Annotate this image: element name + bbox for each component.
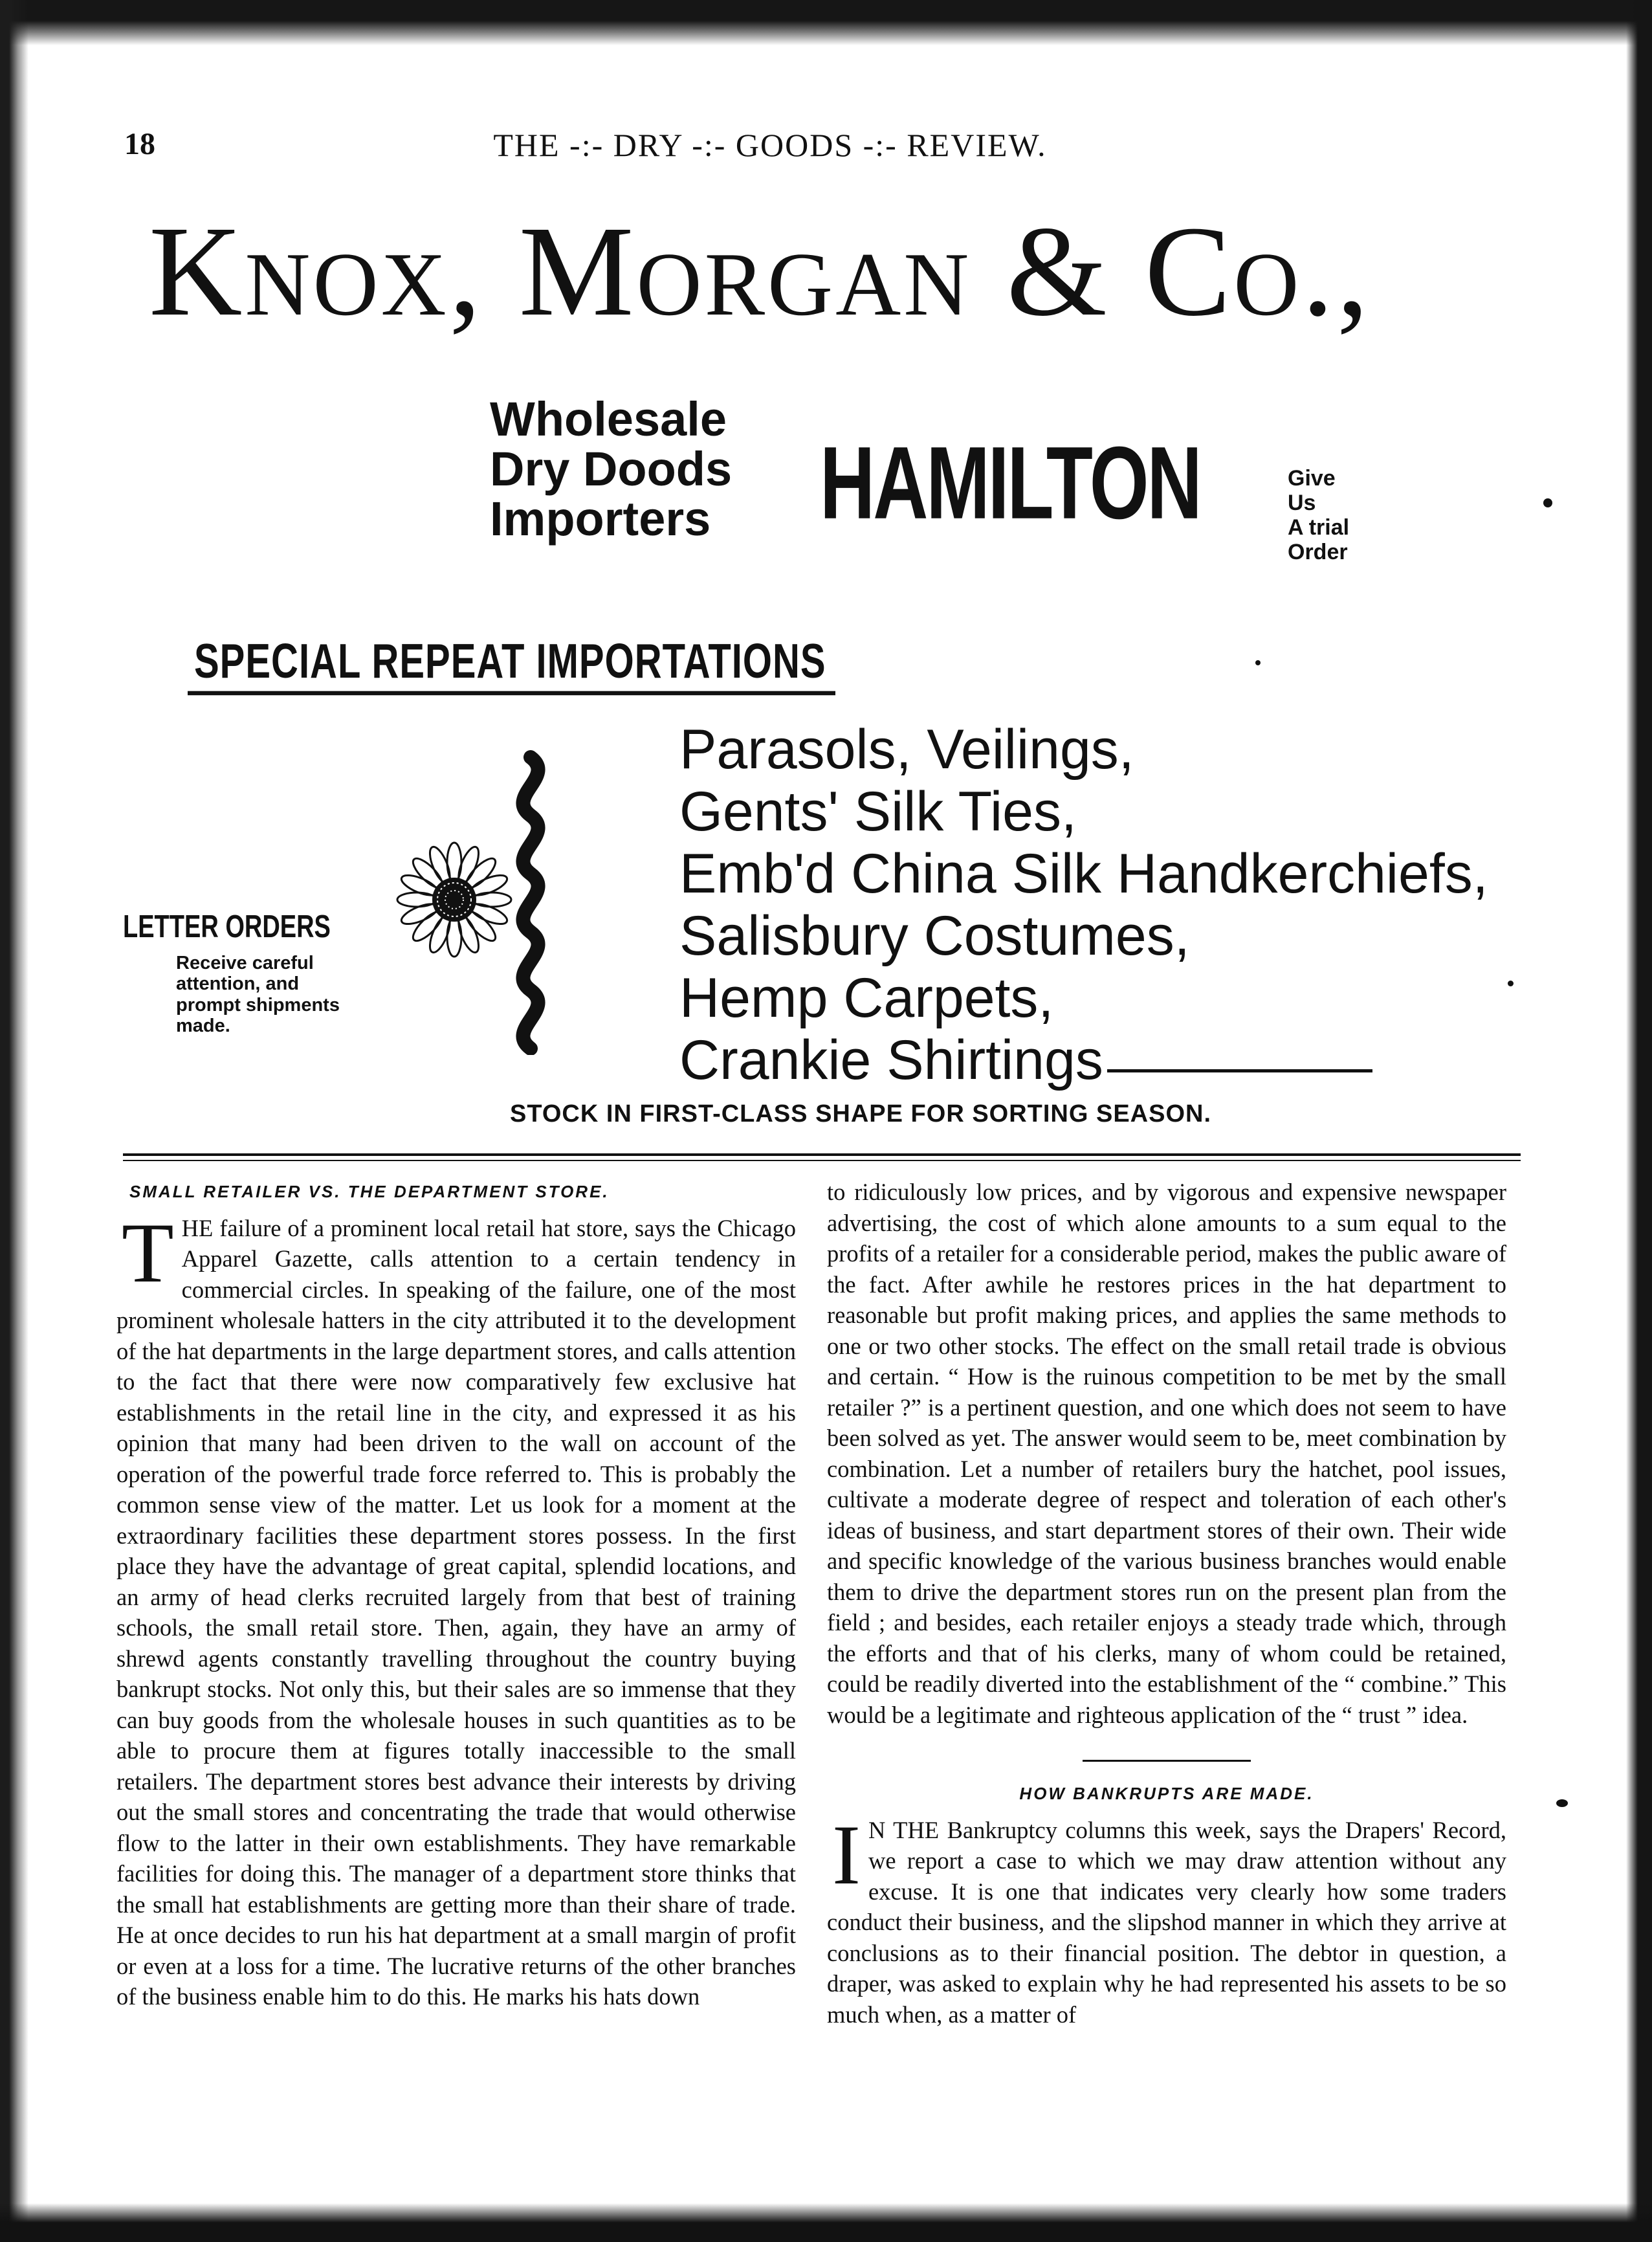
- section-heading: SPECIAL REPEAT IMPORTATIONS: [188, 633, 835, 695]
- lead-in: N THE: [868, 1816, 940, 1843]
- letter-orders-line: prompt shipments: [176, 994, 340, 1016]
- product-item: Hemp Carpets,: [679, 967, 1054, 1029]
- drop-cap: T: [122, 1204, 174, 1300]
- article-body: [827, 1806, 1506, 2030]
- sunflower-ornament-icon: [395, 744, 582, 1055]
- article-text: failure of a prominent local retail hat store, says the Chicago Apparel Gazette, calls attention to a certain tendency in commercial circles. In speaking of the failure, one of the most prominent wholesale hatters in the city attributed it to the development of the hat departments in the large department stores, and calls attention to the fact that there were now comparatively few exclusive hat establishments in the retail line in the city, and expressed it as his opinion that many had been driven to the wall on account of the operation of the powerful trade force referred to. This is probably the common sense view of the matter. Let us look for a moment at the extraordinary facilities these department stores possess. In the first place they have the advantage of great capital, splendid locations, and an army of head clerks recruited largely from that best of training schools, the small retail store. Then, again, they have an army of shrewd agents constantly travelling throughout the country buying bankrupt stocks. Not only this, but their sales are so immense that they can buy goods from the wholesale houses in such quantities as to be able to procure them at figures totally inaccessible to the small retailers. The department stores best advance their interests by driving out the small stores and concentrating the trade that would otherwise flow to the latter in their own establishments. They have remarkable facilities for doing this. The manager of a department store thinks that the small hat establishments are getting more than their share of trade. He at once decides to run his hat department at a small margin of profit or even at a loss for a time. The lucrative returns of the other branches of the business enable him to do this. He marks his hats down: [116, 1214, 796, 2010]
- article-body-continued: to ridiculously low prices, and by vigorous and expensive newspaper advertising, the cost of which alone amounts to a sum equal to the profits of a retailer for a considerable period, makes the public aware of the fact. After awhile he restores prices in the hat department to reasonable but profit making prices, and applies the same methods to one or two other stocks. The effect on the small retail trade is obvious and certain. “ How is the ruinous competition to be met by the small retailer ?” is a pertinent question, and one which does not seem to have been solved as yet. The answer would seem to be, meet combination by combination. Let a number of retailers bury the hatchet, pool issues, cultivate a moderate degree of respect and toleration of each other's ideas of business, and start department stores of their own. Their wide and specific knowledge of the various business branches would enable them to drive the department stores run on the present plan from the field ; and besides, each retailer enjoys a steady trade which, through the efforts and that of his clerks, many of whom could be retained, could be readily diverted into the establishment of the “ combine.” This would be a legitimate and righteous application of the “ trust ” idea.: [827, 1179, 1506, 1728]
- product-item: Parasols, Veilings,: [679, 718, 1134, 781]
- scan-edge-left: [0, 0, 28, 2242]
- firm-name: Knox, Morgan & Co.,: [149, 200, 1372, 343]
- article-title: SMALL RETAILER VS. THE DEPARTMENT STORE.: [129, 1182, 610, 1201]
- trial-note-line: Order: [1288, 540, 1348, 565]
- publication-title: THE -:- DRY -:- GOODS -:- REVIEW.: [493, 127, 1047, 163]
- divider-rule: [1083, 1760, 1251, 1762]
- trial-order-note: [1288, 466, 1349, 564]
- product-item: Crankie Shirtings: [679, 1029, 1103, 1091]
- tagline-line: Importers: [490, 491, 711, 546]
- lead-in: HE: [181, 1214, 214, 1241]
- brand-name: HAMILTON: [820, 425, 1200, 541]
- product-list: [679, 718, 1488, 1091]
- drop-cap: I: [832, 1806, 861, 1902]
- trial-note-line: Give: [1288, 466, 1336, 491]
- trial-note-line: Us: [1288, 491, 1316, 516]
- letter-orders-line: made.: [176, 1016, 230, 1037]
- scan-edge-bottom: [0, 2203, 1652, 2242]
- article-column-right: [827, 1177, 1506, 2030]
- scan-edge-top: [0, 0, 1652, 45]
- article-title: HOW BANKRUPTS ARE MADE.: [1019, 1784, 1314, 1803]
- product-item: Salisbury Costumes,: [679, 905, 1190, 967]
- product-item: Emb'd China Silk Handkerchiefs,: [679, 843, 1488, 905]
- letter-orders-body: [176, 953, 340, 1037]
- article-column-left: [116, 1177, 796, 2012]
- product-item: Gents' Silk Ties,: [679, 781, 1077, 843]
- letter-orders-note: [123, 909, 340, 1037]
- scan-edge-right: [1626, 0, 1652, 2242]
- decorative-rule: [1107, 1069, 1372, 1072]
- letter-orders-heading: LETTER ORDERS: [123, 909, 331, 945]
- scan-speck: [1508, 981, 1514, 986]
- divider-rule: [123, 1160, 1521, 1161]
- divider-rule: [123, 1153, 1521, 1156]
- scan-speck: [1543, 498, 1552, 507]
- tagline: [490, 392, 852, 546]
- scan-speck: [1255, 660, 1261, 665]
- tagline-line: Dry Doods: [490, 441, 732, 496]
- product-item-last: [679, 1029, 1488, 1091]
- scan-speck: [1556, 1799, 1568, 1807]
- article-body: [116, 1204, 796, 2012]
- letter-orders-line: attention, and: [176, 973, 300, 995]
- tagline-line: Wholesale: [490, 392, 727, 446]
- page-number: 18: [124, 127, 155, 161]
- trial-note-line: A trial: [1288, 515, 1350, 540]
- letter-orders-line: Receive careful: [176, 953, 314, 973]
- stock-line: STOCK IN FIRST-CLASS SHAPE FOR SORTING SEASON.: [509, 1100, 1212, 1127]
- article-text: Bankruptcy columns this week, says the Drapers' Record, we report a case to which we may draw attention without any excuse. It is one that indicates very clearly how some traders conduct their business, and the slipshod manner in which they arrive at conclusions as to their financial position. The debtor in question, a draper, was asked to explain why he had represented his assets to be so much when, as a matter of: [827, 1816, 1506, 2028]
